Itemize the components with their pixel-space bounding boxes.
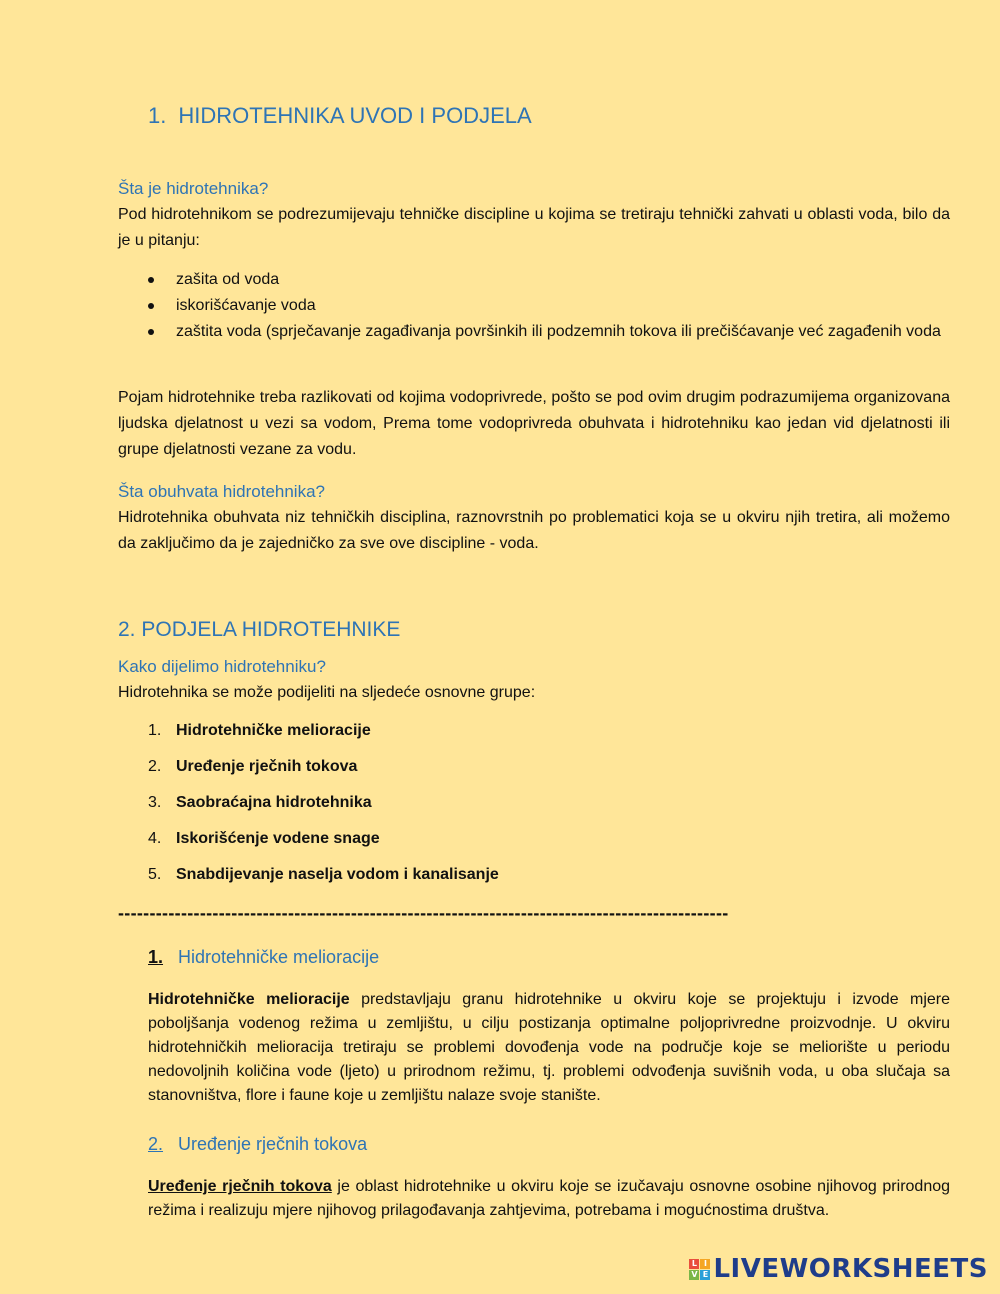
list-item: 2. Uređenje rječnih tokova [148,758,358,775]
covers-paragraph: Hidrotehnika obuhvata niz tehničkih disciplina, raznovrstnih po problematici koja se u okviru njih tretira, ali možemo da zaključimo da je zajedničko za sve ove discipline - voda. [118,509,950,552]
list-item: zaštita voda (sprječavanje zagađivanja površinkih ili podzemnih tokova ili prečišćavanje već zagađenih voda [118,319,950,345]
subsection-2-heading [118,1134,950,1155]
section-1-title: HIDROTEHNIKA UVOD I PODJELA [178,103,532,128]
division-block [118,654,950,706]
what-covers-block [118,479,950,557]
liveworksheets-logo[interactable] [689,1254,988,1284]
groups-list [118,718,950,898]
subsection-1-heading [118,947,950,968]
list-item: zašita od voda [118,267,950,293]
subsection-1-number: 1. [148,947,164,967]
list-item: 4. Iskorišćenje vodene snage [148,830,380,847]
section-1-number: 1. [148,103,167,128]
division-intro: Hidrotehnika se može podijeliti na sljedeće osnovne grupe: [118,684,536,701]
definition-paragraph: Pod hidrotehnikom se podrezumijevaju tehničke discipline u kojima se tretiraju tehnički zahvati u oblasti voda, bilo da je u pitanju: [118,206,950,249]
vodoprivreda-paragraph: Pojam hidrotehnike treba razlikovati od kojima vodoprivrede, pošto se pod ovim drugim podrazumijema organizovana ljudska djelatnost u vezi sa vodom, Prema tome vodoprivreda obuhvata i hidrotehniku kao jedan vid djelatnosti ili grupe djelatnosti vezane za vodu. [118,389,950,458]
question-what-is: Šta je hidrotehnika? [118,179,269,198]
question-what-covers: Šta obuhvata hidrotehnika? [118,482,325,501]
what-is-block [118,176,950,254]
subsection-1-title: Hidrotehničke melioracije [178,947,380,967]
logo-tiles-icon: L I V E [689,1259,710,1280]
subsection-2-title: Uređenje rječnih tokova [178,1134,368,1154]
bullet-icon [148,303,154,309]
section-2-heading: 2. PODJELA HIDROTEHNIKE [118,618,401,641]
question-how-divide: Kako dijelimo hidrotehniku? [118,657,326,676]
subsection-2-number: 2. [148,1134,164,1154]
tokovi-paragraph: Uređenje rječnih tokova je oblast hidrotehnike u okviru koje se izučavaju osnovne osobine njihovog prirodnog režima i realizuju mjere njihovog prilagođavanja zahtjevima, potrebama i mogućnostima društva. [148,1178,951,1219]
logo-wordmark: LIVEWORKSHEETS [713,1254,988,1284]
bullet-list [118,267,950,345]
section-1-heading [148,103,532,129]
bullet-icon [148,277,154,283]
melioracije-paragraph: Hidrotehničke melioracije predstavljaju granu hidrotehnike u okviru koje se projektuju i izvode mjere poboljšanja vodenog režima u zemljištu, u cilju postizanja optimalne poljoprivredne proizvodnje. U okviru hidrotehničkih melioracija tretiraju se problemi dovođenja vode na područje koje se meliorište u periodu nedovoljnih količina vode (ljeto) u prirodnom režimu, tj. problemi odvođenja suvišnih voda, u oba slučaja sa stanovništva, flore i faune koje u zemljištu nalaze svoje stanište. [148,991,950,1104]
list-item: 1. Hidrotehničke melioracije [148,722,371,739]
dashed-divider: ------------------------------------------------------------------------------------------------- [118,903,729,923]
bullet-icon [148,329,154,335]
list-item: iskorišćavanje voda [118,293,950,319]
list-item: 3. Saobraćajna hidrotehnika [148,794,372,811]
list-item: 5. Snabdijevanje naselja vodom i kanalisanje [148,866,499,883]
